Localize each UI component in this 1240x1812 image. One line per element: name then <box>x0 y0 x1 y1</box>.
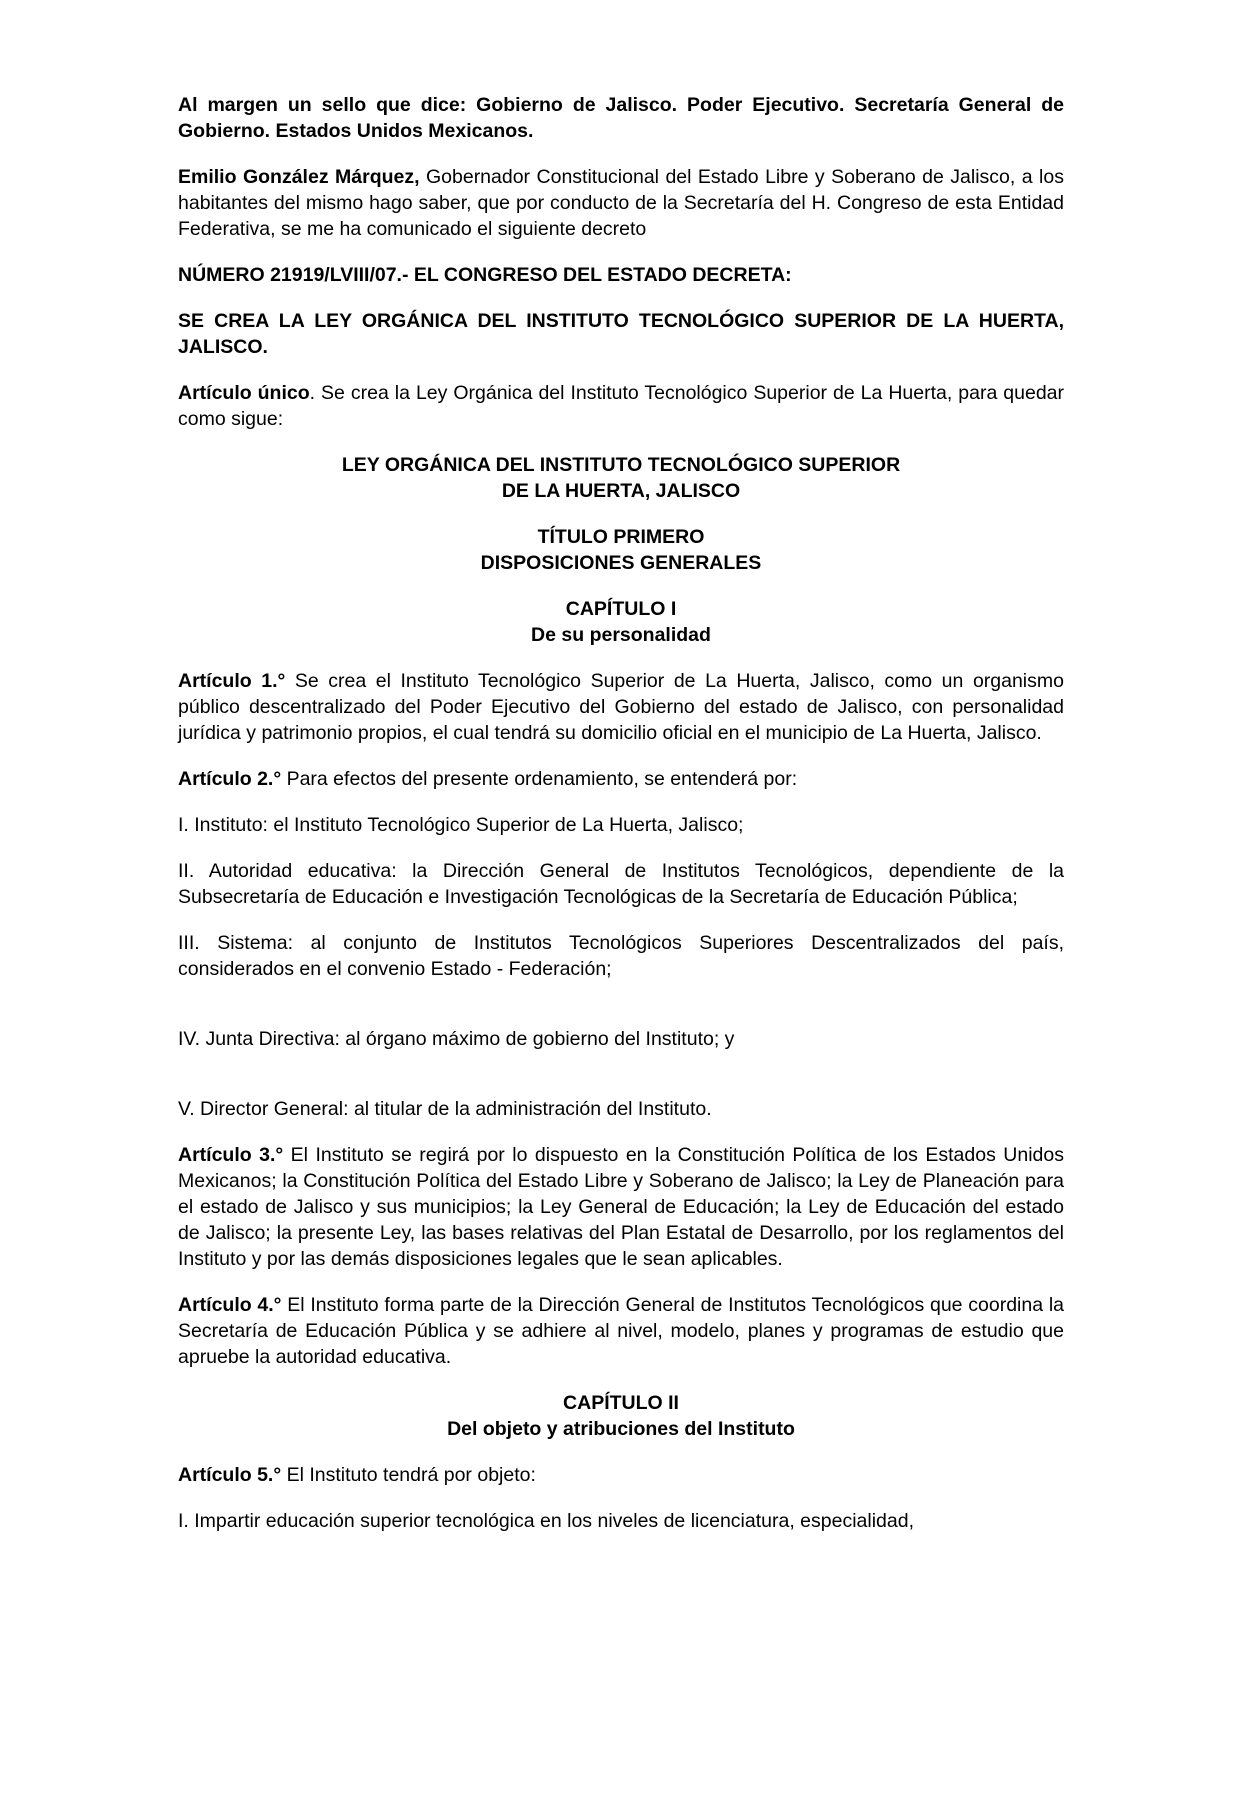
article-2-text: Para efectos del presente ordenamiento, se entenderá por: <box>281 768 798 790</box>
article-2-item: I. Instituto: el Instituto Tecnológico Superior de La Huerta, Jalisco; <box>178 814 744 836</box>
title-one-line2: DISPOSICIONES GENERALES <box>480 552 762 574</box>
article-5-label: Artículo 5.° <box>178 1464 282 1486</box>
article-4 <box>178 1292 1064 1370</box>
decree-number: NÚMERO 21919/LVIII/07.- EL CONGRESO DEL ESTADO DECRETA: <box>178 264 792 286</box>
article-5-text: El Instituto tendrá por objeto: <box>281 1464 536 1486</box>
article-4-text: El Instituto forma parte de la Dirección General de Institutos Tecnológicos que coordina la Secretaría de Educación Pública y se adhiere al nivel, modelo, planes y programas de estudio que apruebe la autoridad educativa. <box>178 1294 1064 1368</box>
article-1-label: Artículo 1.° <box>178 670 286 692</box>
article-2-item: V. Director General: al titular de la administración del Instituto. <box>178 1098 712 1120</box>
article-5 <box>178 1462 1064 1488</box>
chapter-two-line2: Del objeto y atribuciones del Instituto <box>447 1418 795 1440</box>
law-title-line2: DE LA HUERTA, JALISCO <box>501 480 741 502</box>
title-one-line1: TÍTULO PRIMERO <box>537 526 705 548</box>
article-2-label: Artículo 2.° <box>178 768 282 790</box>
article-2-item: IV. Junta Directiva: al órgano máximo de gobierno del Instituto; y <box>178 1028 735 1050</box>
chapter-two-line1: CAPÍTULO II <box>563 1392 679 1414</box>
chapter-one-line1: CAPÍTULO I <box>565 598 677 620</box>
chapter-two-heading <box>178 1390 1064 1442</box>
title-one-heading <box>178 524 1064 576</box>
governor-paragraph <box>178 164 1064 242</box>
article-3-label: Artículo 3.° <box>178 1144 284 1166</box>
article-5-item: I. Impartir educación superior tecnológica en los niveles de licenciatura, especialidad, <box>178 1510 914 1532</box>
article-2-item: III. Sistema: al conjunto de Institutos Tecnológicos Superiores Descentralizados del país, considerados en el convenio Estado - Federación; <box>178 932 1064 980</box>
chapter-one-heading <box>178 596 1064 648</box>
law-creation: SE CREA LA LEY ORGÁNICA DEL INSTITUTO TECNOLÓGICO SUPERIOR DE LA HUERTA, JALISCO. <box>178 310 1064 358</box>
governor-name: Emilio González Márquez, <box>178 166 420 188</box>
article-unique <box>178 380 1064 432</box>
governor-text: Gobernador Constitucional del Estado Libre y Soberano de Jalisco, a los habitantes del mismo hago saber, que por conducto de la Secretaría del H. Congreso de esta Entidad Federativa, se me ha comunicado el siguiente decreto <box>178 166 1064 240</box>
article-3-text: El Instituto se regirá por lo dispuesto en la Constitución Política de los Estados Unidos Mexicanos; la Constitución Política del Estado Libre y Soberano de Jalisco; la Ley de Planeación para el estado de Jalisco y sus municipios; la Ley General de Educación; la Ley de Educación del estado de Jalisco; la presente Ley, las bases relativas del Plan Estatal de Desarrollo, por los reglamentos del Instituto y por las demás disposiciones legales que le sean aplicables. <box>178 1144 1064 1270</box>
article-1-text: Se crea el Instituto Tecnológico Superior de La Huerta, Jalisco, como un organismo público descentralizado del Poder Ejecutivo del Gobierno del estado de Jalisco, con personalidad jurídica y patrimonio propios, el cual tendrá su domicilio oficial en el municipio de La Huerta, Jalisco. <box>178 670 1064 744</box>
article-unique-label: Artículo único <box>178 382 310 404</box>
article-1 <box>178 668 1064 746</box>
article-2 <box>178 766 1064 792</box>
article-2-item: II. Autoridad educativa: la Dirección General de Institutos Tecnológicos, dependiente de la Subsecretaría de Educación e Investigación Tecnológicas de la Secretaría de Educación Pública; <box>178 860 1064 908</box>
law-title <box>178 452 1064 504</box>
seal-note: Al margen un sello que dice: Gobierno de Jalisco. Poder Ejecutivo. Secretaría General de Gobierno. Estados Unidos Mexicanos. <box>178 94 1064 142</box>
article-3 <box>178 1142 1064 1272</box>
document-body <box>178 92 1064 1554</box>
article-4-label: Artículo 4.° <box>178 1294 282 1316</box>
law-title-line1: LEY ORGÁNICA DEL INSTITUTO TECNOLÓGICO SUPERIOR <box>341 454 901 476</box>
article-unique-text: . Se crea la Ley Orgánica del Instituto Tecnológico Superior de La Huerta, para quedar como sigue: <box>178 382 1065 430</box>
chapter-one-line2: De su personalidad <box>531 624 711 646</box>
